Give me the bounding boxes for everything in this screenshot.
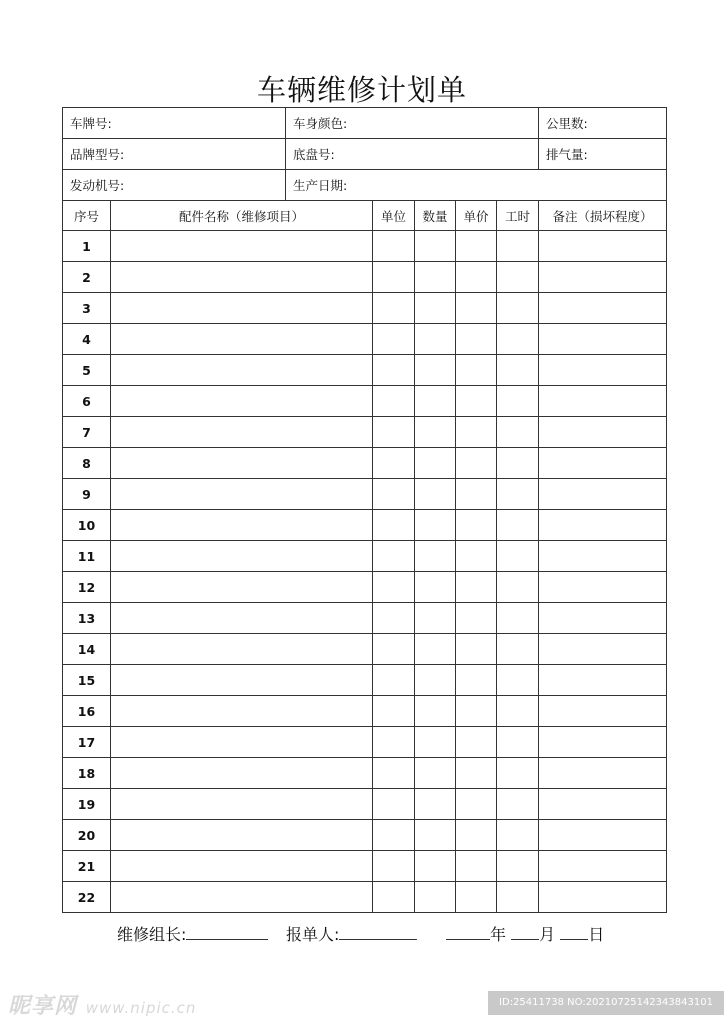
header-quantity: 数量 — [415, 201, 456, 231]
remarks-cell[interactable] — [539, 448, 667, 479]
unit-cell[interactable] — [373, 324, 415, 355]
unit-cell[interactable] — [373, 789, 415, 820]
table-row — [63, 231, 667, 262]
quantity-cell[interactable] — [415, 293, 456, 324]
date-fields — [446, 922, 604, 945]
month-label: 月 — [539, 925, 556, 944]
quantity-cell[interactable] — [415, 479, 456, 510]
chassis-number-field[interactable]: 底盘号: — [286, 139, 539, 170]
unit-price-cell[interactable] — [456, 479, 497, 510]
table-row — [63, 572, 667, 603]
plate-number-field[interactable]: 车牌号: — [63, 108, 286, 139]
labor-hours-cell[interactable] — [497, 417, 539, 448]
quantity-cell[interactable] — [415, 510, 456, 541]
remarks-cell[interactable] — [539, 479, 667, 510]
remarks-cell[interactable] — [539, 634, 667, 665]
table-row — [63, 448, 667, 479]
labor-hours-cell[interactable] — [497, 448, 539, 479]
table-row — [63, 882, 667, 913]
part-name-cell[interactable] — [111, 634, 373, 665]
brand-model-field[interactable]: 品牌型号: — [63, 139, 286, 170]
row-index: 19 — [63, 789, 111, 820]
labor-hours-cell[interactable] — [497, 572, 539, 603]
remarks-cell[interactable] — [539, 665, 667, 696]
quantity-cell[interactable] — [415, 696, 456, 727]
table-row — [63, 820, 667, 851]
unit-price-cell[interactable] — [456, 851, 497, 882]
unit-price-cell[interactable] — [456, 882, 497, 913]
row-index: 5 — [63, 355, 111, 386]
unit-price-cell[interactable] — [456, 386, 497, 417]
labor-hours-cell[interactable] — [497, 479, 539, 510]
unit-cell[interactable] — [373, 758, 415, 789]
labor-hours-cell[interactable] — [497, 541, 539, 572]
unit-cell[interactable] — [373, 696, 415, 727]
quantity-cell[interactable] — [415, 572, 456, 603]
part-name-cell[interactable] — [111, 727, 373, 758]
unit-price-cell[interactable] — [456, 727, 497, 758]
displacement-field[interactable]: 排气量: — [539, 139, 667, 170]
row-index: 10 — [63, 510, 111, 541]
remarks-cell[interactable] — [539, 758, 667, 789]
row-index: 22 — [63, 882, 111, 913]
unit-cell[interactable] — [373, 293, 415, 324]
table-row — [63, 789, 667, 820]
table-header-row — [63, 201, 667, 231]
table-row — [63, 541, 667, 572]
header-labor-hours: 工时 — [497, 201, 539, 231]
row-index: 21 — [63, 851, 111, 882]
remarks-cell[interactable] — [539, 696, 667, 727]
labor-hours-cell[interactable] — [497, 696, 539, 727]
watermark-id-badge: ID:25411738 NO:20210725142343843101 — [488, 991, 724, 1015]
remarks-cell[interactable] — [539, 262, 667, 293]
row-index: 17 — [63, 727, 111, 758]
part-name-cell[interactable] — [111, 479, 373, 510]
row-index: 6 — [63, 386, 111, 417]
row-index: 16 — [63, 696, 111, 727]
table-row — [63, 324, 667, 355]
quantity-cell[interactable] — [415, 789, 456, 820]
unit-price-cell[interactable] — [456, 665, 497, 696]
labor-hours-cell[interactable] — [497, 727, 539, 758]
unit-price-cell[interactable] — [456, 634, 497, 665]
table-row — [63, 386, 667, 417]
remarks-cell[interactable] — [539, 355, 667, 386]
day-line[interactable] — [560, 924, 588, 940]
leader-label: 维修组长: — [117, 925, 187, 944]
remarks-cell[interactable] — [539, 789, 667, 820]
row-index: 20 — [63, 820, 111, 851]
row-index: 14 — [63, 634, 111, 665]
table-row — [63, 665, 667, 696]
part-name-cell[interactable] — [111, 603, 373, 634]
labor-hours-cell[interactable] — [497, 324, 539, 355]
unit-cell[interactable] — [373, 479, 415, 510]
row-index: 12 — [63, 572, 111, 603]
row-index: 8 — [63, 448, 111, 479]
labor-hours-cell[interactable] — [497, 355, 539, 386]
part-name-cell[interactable] — [111, 665, 373, 696]
day-label: 日 — [588, 925, 605, 944]
labor-hours-cell[interactable] — [497, 231, 539, 262]
reporter-signature-line[interactable] — [339, 924, 417, 940]
remarks-cell[interactable] — [539, 603, 667, 634]
remarks-cell[interactable] — [539, 386, 667, 417]
labor-hours-cell[interactable] — [497, 665, 539, 696]
watermark-url: www.nipic.cn — [85, 999, 197, 1017]
remarks-cell[interactable] — [539, 820, 667, 851]
unit-price-cell[interactable] — [456, 758, 497, 789]
quantity-cell[interactable] — [415, 541, 456, 572]
quantity-cell[interactable] — [415, 882, 456, 913]
row-index: 18 — [63, 758, 111, 789]
part-name-cell[interactable] — [111, 789, 373, 820]
quantity-cell[interactable] — [415, 634, 456, 665]
table-row — [63, 758, 667, 789]
quantity-cell[interactable] — [415, 386, 456, 417]
labor-hours-cell[interactable] — [497, 758, 539, 789]
labor-hours-cell[interactable] — [497, 603, 539, 634]
watermark-logo-text: 昵享网 — [8, 994, 78, 1019]
header-index: 序号 — [63, 201, 111, 231]
unit-price-cell[interactable] — [456, 510, 497, 541]
unit-cell[interactable] — [373, 231, 415, 262]
unit-cell[interactable] — [373, 882, 415, 913]
row-index: 7 — [63, 417, 111, 448]
unit-cell[interactable] — [373, 417, 415, 448]
part-name-cell[interactable] — [111, 231, 373, 262]
unit-cell[interactable] — [373, 572, 415, 603]
unit-cell[interactable] — [373, 386, 415, 417]
part-name-cell[interactable] — [111, 448, 373, 479]
reporter-label: 报单人: — [286, 925, 340, 944]
table-row — [63, 479, 667, 510]
mileage-field[interactable]: 公里数: — [539, 108, 667, 139]
row-index: 1 — [63, 231, 111, 262]
table-row — [63, 293, 667, 324]
unit-cell[interactable] — [373, 665, 415, 696]
remarks-cell[interactable] — [539, 572, 667, 603]
part-name-cell[interactable] — [111, 386, 373, 417]
unit-price-cell[interactable] — [456, 448, 497, 479]
quantity-cell[interactable] — [415, 231, 456, 262]
unit-price-cell[interactable] — [456, 820, 497, 851]
labor-hours-cell[interactable] — [497, 293, 539, 324]
unit-price-cell[interactable] — [456, 231, 497, 262]
info-row-1 — [63, 108, 667, 139]
unit-cell[interactable] — [373, 355, 415, 386]
unit-price-cell[interactable] — [456, 603, 497, 634]
unit-price-cell[interactable] — [456, 355, 497, 386]
row-index: 2 — [63, 262, 111, 293]
remarks-cell[interactable] — [539, 882, 667, 913]
labor-hours-cell[interactable] — [497, 882, 539, 913]
unit-price-cell[interactable] — [456, 262, 497, 293]
unit-price-cell[interactable] — [456, 324, 497, 355]
unit-cell[interactable] — [373, 820, 415, 851]
quantity-cell[interactable] — [415, 355, 456, 386]
labor-hours-cell[interactable] — [497, 386, 539, 417]
unit-cell[interactable] — [373, 634, 415, 665]
quantity-cell[interactable] — [415, 851, 456, 882]
production-date-field[interactable]: 生产日期: — [286, 170, 667, 201]
unit-cell[interactable] — [373, 262, 415, 293]
row-index: 15 — [63, 665, 111, 696]
engine-number-field[interactable]: 发动机号: — [63, 170, 286, 201]
header-part-name: 配件名称（维修项目） — [111, 201, 373, 231]
unit-price-cell[interactable] — [456, 541, 497, 572]
unit-price-cell[interactable] — [456, 696, 497, 727]
part-name-cell[interactable] — [111, 820, 373, 851]
month-line[interactable] — [511, 924, 539, 940]
row-index: 3 — [63, 293, 111, 324]
header-remarks: 备注（损坏程度） — [539, 201, 667, 231]
table-row — [63, 727, 667, 758]
row-index: 4 — [63, 324, 111, 355]
unit-price-cell[interactable] — [456, 417, 497, 448]
table-row — [63, 510, 667, 541]
remarks-cell[interactable] — [539, 417, 667, 448]
reporter-signature — [286, 922, 417, 945]
unit-price-cell[interactable] — [456, 293, 497, 324]
unit-cell[interactable] — [373, 851, 415, 882]
quantity-cell[interactable] — [415, 262, 456, 293]
unit-cell[interactable] — [373, 727, 415, 758]
quantity-cell[interactable] — [415, 603, 456, 634]
page-title: 车辆维修计划单 — [256, 73, 467, 107]
year-line[interactable] — [446, 924, 490, 940]
labor-hours-cell[interactable] — [497, 510, 539, 541]
unit-price-cell[interactable] — [456, 572, 497, 603]
quantity-cell[interactable] — [415, 448, 456, 479]
part-name-cell[interactable] — [111, 510, 373, 541]
body-color-field[interactable]: 车身颜色: — [286, 108, 539, 139]
remarks-cell[interactable] — [539, 231, 667, 262]
quantity-cell[interactable] — [415, 324, 456, 355]
labor-hours-cell[interactable] — [497, 820, 539, 851]
unit-cell[interactable] — [373, 603, 415, 634]
repair-plan-table — [62, 107, 667, 913]
row-index: 13 — [63, 603, 111, 634]
part-name-cell[interactable] — [111, 293, 373, 324]
quantity-cell[interactable] — [415, 665, 456, 696]
remarks-cell[interactable] — [539, 293, 667, 324]
quantity-cell[interactable] — [415, 727, 456, 758]
remarks-cell[interactable] — [539, 727, 667, 758]
year-label: 年 — [490, 925, 507, 944]
table-row — [63, 851, 667, 882]
part-name-cell[interactable] — [111, 262, 373, 293]
unit-cell[interactable] — [373, 510, 415, 541]
part-name-cell[interactable] — [111, 758, 373, 789]
table-row — [63, 696, 667, 727]
labor-hours-cell[interactable] — [497, 851, 539, 882]
table-row — [63, 417, 667, 448]
quantity-cell[interactable] — [415, 758, 456, 789]
unit-price-cell[interactable] — [456, 789, 497, 820]
row-index: 9 — [63, 479, 111, 510]
table-row — [63, 262, 667, 293]
watermark-logo — [8, 989, 196, 1020]
header-unit-price: 单价 — [456, 201, 497, 231]
quantity-cell[interactable] — [415, 417, 456, 448]
info-row-3 — [63, 170, 667, 201]
leader-signature — [117, 922, 268, 945]
remarks-cell[interactable] — [539, 324, 667, 355]
part-name-cell[interactable] — [111, 882, 373, 913]
unit-cell[interactable] — [373, 541, 415, 572]
labor-hours-cell[interactable] — [497, 789, 539, 820]
info-row-2 — [63, 139, 667, 170]
table-row — [63, 634, 667, 665]
part-name-cell[interactable] — [111, 851, 373, 882]
unit-cell[interactable] — [373, 448, 415, 479]
quantity-cell[interactable] — [415, 820, 456, 851]
part-name-cell[interactable] — [111, 541, 373, 572]
leader-signature-line[interactable] — [186, 924, 268, 940]
labor-hours-cell[interactable] — [497, 634, 539, 665]
header-unit: 单位 — [373, 201, 415, 231]
remarks-cell[interactable] — [539, 541, 667, 572]
row-index: 11 — [63, 541, 111, 572]
remarks-cell[interactable] — [539, 851, 667, 882]
part-name-cell[interactable] — [111, 572, 373, 603]
labor-hours-cell[interactable] — [497, 262, 539, 293]
part-name-cell[interactable] — [111, 355, 373, 386]
table-row — [63, 603, 667, 634]
part-name-cell[interactable] — [111, 417, 373, 448]
part-name-cell[interactable] — [111, 324, 373, 355]
table-row — [63, 355, 667, 386]
part-name-cell[interactable] — [111, 696, 373, 727]
remarks-cell[interactable] — [539, 510, 667, 541]
